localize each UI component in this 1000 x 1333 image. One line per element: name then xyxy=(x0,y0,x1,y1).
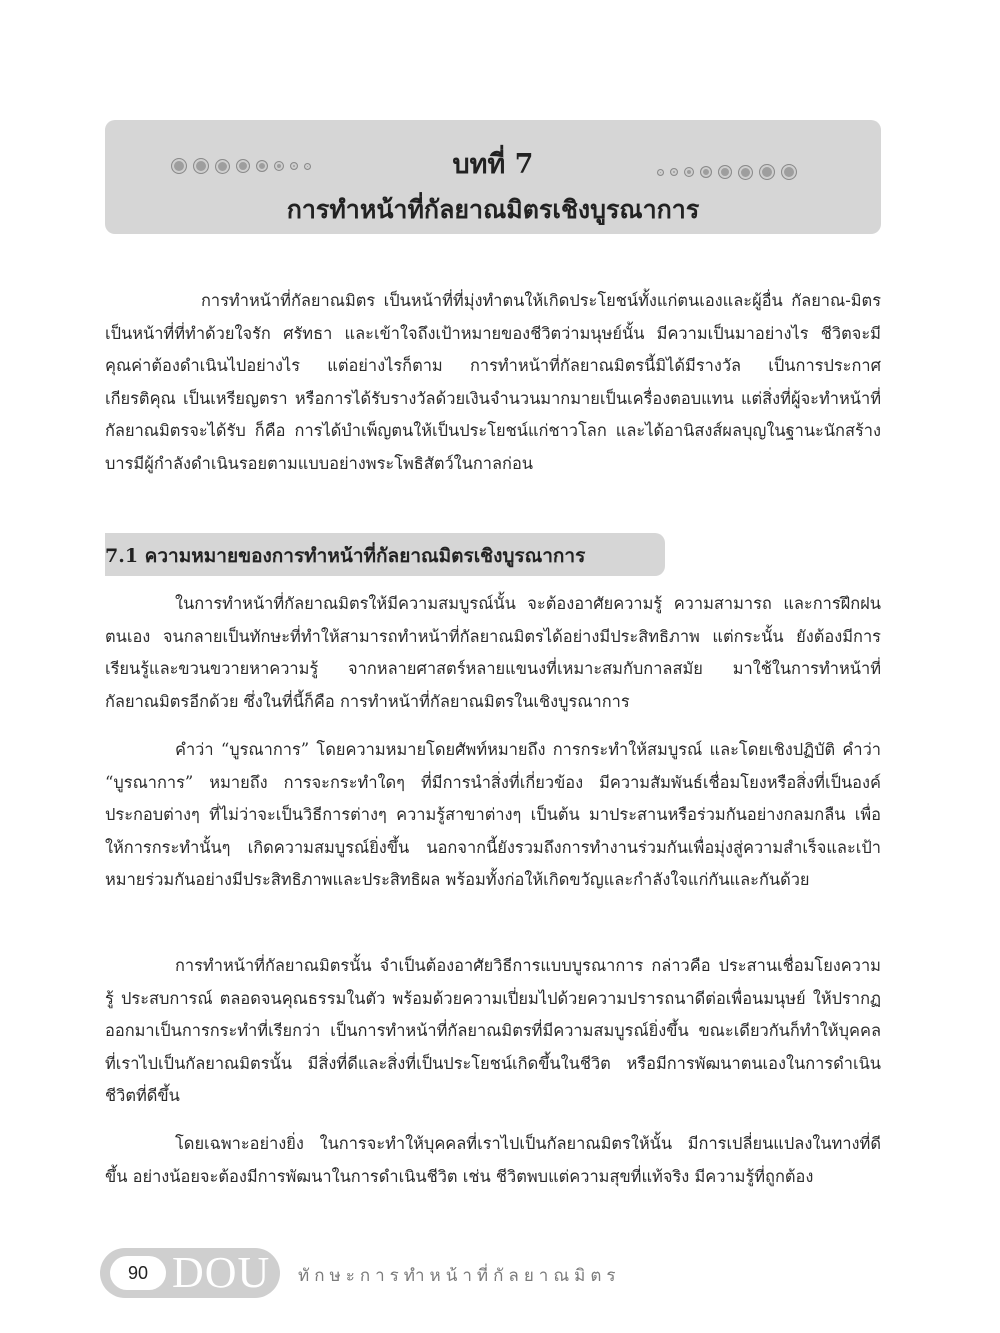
decorative-dots-right xyxy=(657,164,797,180)
footer-badge xyxy=(100,1248,280,1298)
chapter-header xyxy=(105,120,881,234)
chapter-title: การทำหน้าที่กัลยาณมิตรเชิงบูรณาการ xyxy=(286,195,700,224)
body-paragraph: คำว่า “บูรณาการ” โดยความหมายโดยศัพท์หมายถึง การกระทำให้สมบูรณ์ และโดยเชิงปฏิบัติ คำว่า “บูรณาการ” หมายถึง การจะกระทำใดๆ ที่มีการนำสิ่งที่เกี่ยวข้อง มีความสัมพันธ์เชื่อมโยงหรือสิ่งที่เป็นองค์ประกอบต่างๆ ที่ไม่ว่าจะเป็นวิธีการต่างๆ ความรู้สาขาต่างๆ เป็นต้น มาประสานหรือร่วมกันอย่างกลมกลืน เพื่อให้การกระทำนั้นๆ เกิดความสมบูรณ์ยิ่งขึ้น นอกจากนี้ยังรวมถึงการทำงานร่วมกันเพื่อมุ่งสู่ความสำเร็จและเป้าหมายร่วมกันอย่างมีประสิทธิภาพและประสิทธิผล พร้อมทั้งก่อให้เกิดขวัญและกำลังใจแก่กันและกันด้วย xyxy=(105,740,881,890)
body-paragraph: โดยเฉพาะอย่างยิ่ง ในการจะทำให้บุคคลที่เราไปเป็นกัลยาณมิตรให้นั้น มีการเปลี่ยนแปลงในทางที่ดีขึ้น อย่างน้อยจะต้องมีการพัฒนาในการดำเนินชีวิต เช่น ชีวิตพบแต่ความสุขที่แท้จริง มีความรู้ที่ถูกต้อง xyxy=(105,1134,881,1186)
section-heading-tab xyxy=(105,533,665,576)
brand-logo: DOU xyxy=(172,1248,271,1297)
running-title: ทักษะการทำหน้าที่กัลยาณมิตร xyxy=(298,1266,621,1286)
page-number: 90 xyxy=(110,1256,166,1290)
section-heading: 7.1 ความหมายของการทำหน้าที่กัลยาณมิตรเชิงบูรณาการ xyxy=(105,545,586,567)
intro-paragraph: การทำหน้าที่กัลยาณมิตร เป็นหน้าที่ที่มุ่งทำตนให้เกิดประโยชน์ทั้งแก่ตนเองและผู้อื่น กัลยาณ-มิตร เป็นหน้าที่ที่ทำด้วยใจรัก ศรัทธา และเข้าใจถึงเป้าหมายของชีวิตว่ามนุษย์นั้น มีความเป็นมาอย่างไร ชีวิตจะมีคุณค่าต้องดำเนินไปอย่างไร แต่อย่างไรก็ตาม การทำหน้าที่กัลยาณมิตรนี้มิได้มีรางวัล เป็นการประกาศเกียรติคุณ เป็นเหรียญตรา หรือการได้รับรางวัลด้วยเงินจำนวนมากมายเป็นเครื่องตอบแทน แต่สิ่งที่ผู้จะทำหน้าที่กัลยาณมิตรจะได้รับ ก็คือ การได้บำเพ็ญตนให้เป็นประโยชน์แก่ชาวโลก และได้อานิสงส์ผลบุญในฐานะนักสร้างบารมีผู้กำลังดำเนินรอยตามแบบอย่างพระโพธิสัตว์ในกาลก่อน xyxy=(105,291,881,473)
body-paragraph: การทำหน้าที่กัลยาณมิตรนั้น จำเป็นต้องอาศัยวิธีการแบบบูรณาการ กล่าวคือ ประสานเชื่อมโยงความรู้ ประสบการณ์ ตลอดจนคุณธรรมในตัว พร้อมด้วยความเปี่ยมไปด้วยความปรารถนาดีต่อเพื่อนมนุษย์ ให้ปรากฏออกมาเป็นการกระทำที่เรียกว่า เป็นการทำหน้าที่กัลยาณมิตรที่มีความสมบูรณ์ยิ่งขึ้น ขณะเดียวกันก็ทำให้บุคคลที่เราไปเป็นกัลยาณมิตรนั้น มีสิ่งที่ดีและสิ่งที่เป็นประโยชน์เกิดขึ้นในชีวิต หรือมีการพัฒนาตนเองในการดำเนินชีวิตที่ดีขึ้น xyxy=(105,956,881,1106)
chapter-number: บทที่ 7 xyxy=(452,149,534,180)
body-paragraph: ในการทำหน้าที่กัลยาณมิตรให้มีความสมบูรณ์นั้น จะต้องอาศัยความรู้ ความสามารถ และการฝึกฝนตนเอง จนกลายเป็นทักษะที่ทำให้สามารถทำหน้าที่กัลยาณมิตรได้อย่างมีประสิทธิภาพ แต่กระนั้น ยังต้องมีการเรียนรู้และขวนขวายหาความรู้ จากหลายศาสตร์หลายแขนงที่เหมาะสมกับกาลสมัย มาใช้ในการทำหน้าที่กัลยาณมิตรอีกด้วย ซึ่งในที่นี้ก็คือ การทำหน้าที่กัลยาณมิตรในเชิงบูรณาการ xyxy=(105,594,881,711)
